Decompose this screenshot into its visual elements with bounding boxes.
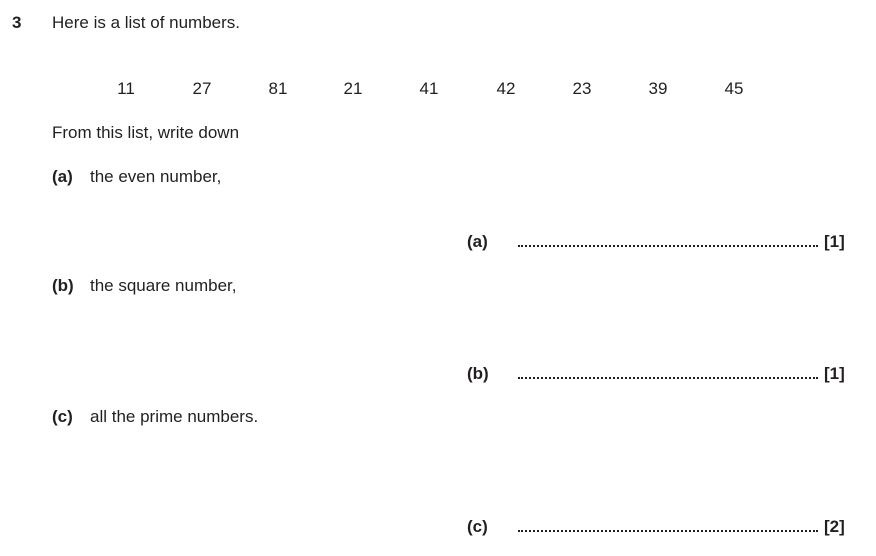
list-number: 81 [268, 79, 288, 98]
answer-b-marks: [1] [824, 364, 845, 383]
list-number: 41 [419, 79, 439, 98]
answer-b-label: (b) [467, 364, 489, 383]
list-number: 42 [496, 79, 516, 98]
part-c-label: (c) [52, 407, 73, 426]
answer-a-label: (a) [467, 232, 488, 251]
part-a-text: the even number, [90, 167, 222, 186]
answer-c-line[interactable] [518, 528, 818, 532]
number-list [0, 79, 876, 103]
part-b-label: (b) [52, 276, 74, 295]
answer-b-line[interactable] [518, 375, 818, 379]
list-number: 21 [343, 79, 363, 98]
list-number: 45 [724, 79, 744, 98]
list-number: 23 [572, 79, 592, 98]
instruction-text: From this list, write down [52, 123, 240, 142]
answer-a-line[interactable] [518, 243, 818, 247]
part-b-text: the square number, [90, 276, 237, 295]
answer-c-label: (c) [467, 517, 488, 536]
list-number: 39 [648, 79, 668, 98]
question-stem: Here is a list of numbers. [52, 13, 241, 32]
list-number: 11 [117, 79, 135, 98]
answer-c-marks: [2] [824, 517, 845, 536]
part-c-text: all the prime numbers. [90, 407, 259, 426]
answer-a-marks: [1] [824, 232, 845, 251]
list-number: 27 [192, 79, 212, 98]
part-a-label: (a) [52, 167, 73, 186]
question-number: 3 [12, 13, 22, 32]
